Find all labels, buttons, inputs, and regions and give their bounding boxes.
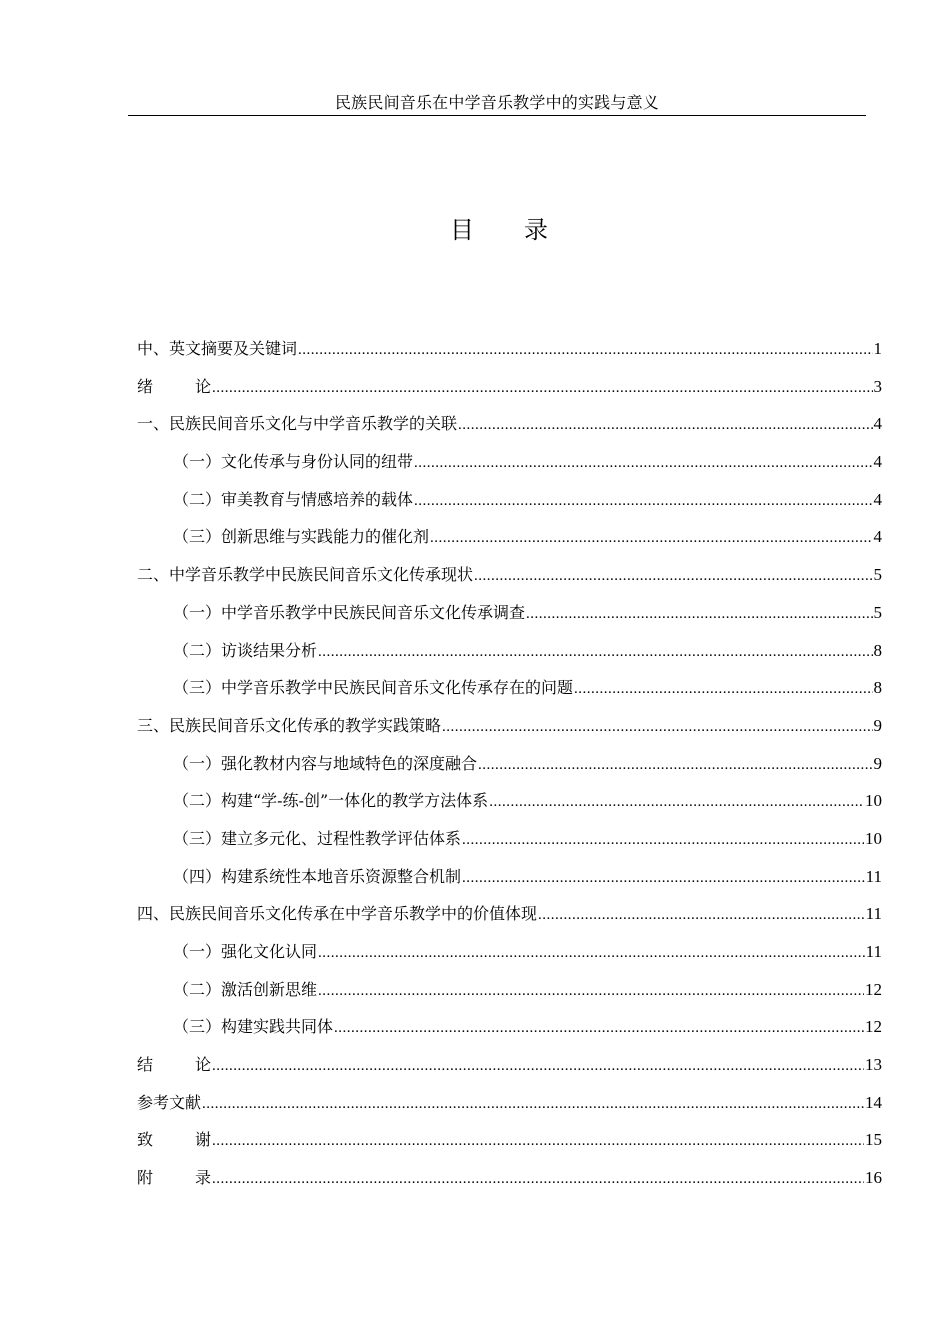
- toc-leader-dots: [462, 866, 865, 890]
- toc-leader-dots: [318, 979, 864, 1003]
- toc-entry-label: [137, 1128, 211, 1152]
- toc-entry[interactable]: [137, 940, 882, 978]
- toc-entry-label: （二）激活创新思维: [173, 979, 318, 999]
- header-rule: [128, 115, 866, 116]
- toc-entry-page: 5: [873, 602, 882, 622]
- toc-entry[interactable]: [137, 978, 882, 1016]
- toc-entry[interactable]: [137, 639, 882, 677]
- toc-entry[interactable]: [137, 1053, 882, 1091]
- toc-entry[interactable]: [137, 676, 882, 714]
- toc-leader-dots: [538, 903, 865, 927]
- toc-entry[interactable]: [137, 752, 882, 790]
- toc-leader-dots: [334, 1016, 864, 1040]
- toc-entry-label: （二）构建“学-练-创”一体化的教学方法体系: [173, 791, 489, 811]
- toc-leader-dots: [442, 715, 872, 739]
- toc-entry-page: 4: [873, 527, 882, 547]
- toc-leader-dots: [212, 1167, 864, 1191]
- toc-entry-label: （一）文化传承与身份认同的纽带: [173, 452, 414, 472]
- toc-entry-page: 11: [865, 942, 882, 961]
- toc-entry[interactable]: [137, 865, 882, 903]
- toc-entry-label: （二）访谈结果分析: [173, 640, 318, 660]
- toc-leader-dots: [474, 564, 872, 588]
- toc-entry-page: 4: [873, 452, 882, 472]
- toc-entry-page: 15: [865, 1130, 882, 1150]
- toc-entry-label: （一）强化文化认同: [173, 942, 318, 961]
- toc-entry-label: [137, 1053, 211, 1077]
- toc-leader-dots: [574, 677, 872, 701]
- toc-leader-dots: [318, 640, 872, 664]
- running-header: 民族民间音乐在中学音乐教学中的实践与意义: [334, 93, 659, 112]
- toc-entry[interactable]: [137, 827, 882, 865]
- toc-entry-label: （一）中学音乐教学中民族民间音乐文化传承调查: [173, 602, 526, 622]
- toc-title-char: 录: [524, 216, 548, 244]
- toc-entry[interactable]: [137, 1015, 882, 1053]
- toc-entry[interactable]: [137, 902, 882, 940]
- toc-leader-dots: [212, 376, 872, 400]
- toc-entry-page: 4: [873, 489, 882, 509]
- toc-entry-label: （三）创新思维与实践能力的催化剂: [173, 527, 430, 547]
- toc-entry-label: （三）中学音乐教学中民族民间音乐文化传承存在的问题: [173, 678, 574, 698]
- toc-leader-dots: [478, 753, 872, 777]
- toc-leader-dots: [318, 941, 865, 965]
- toc-entry[interactable]: [137, 714, 882, 752]
- toc-entry-label: 参考文献: [137, 1092, 202, 1112]
- toc-list: [137, 337, 882, 1204]
- toc-entry-page: 13: [865, 1055, 882, 1075]
- toc-entry-label: [137, 375, 211, 399]
- toc-entry-label-char: 绪: [137, 376, 154, 396]
- toc-entry[interactable]: [137, 601, 882, 639]
- toc-entry[interactable]: [137, 789, 882, 827]
- toc-entry-label: （三）建立多元化、过程性教学评估体系: [173, 828, 462, 848]
- toc-entry[interactable]: [137, 563, 882, 601]
- toc-leader-dots: [414, 489, 872, 513]
- toc-entry-label-char: 附: [137, 1168, 154, 1188]
- toc-entry-label-char: 谢: [195, 1130, 212, 1150]
- toc-entry-label: 四、民族民间音乐文化传承在中学音乐教学中的价值体现: [137, 904, 538, 924]
- toc-entry-label: （一）强化教材内容与地域特色的深度融合: [173, 753, 478, 773]
- toc-entry-label: （四）构建系统性本地音乐资源整合机制: [173, 866, 462, 886]
- toc-entry-page: 9: [873, 753, 882, 773]
- toc-entry-page: 9: [873, 715, 882, 735]
- toc-entry-label-char: 论: [195, 376, 212, 396]
- toc-entry-label: （三）构建实践共同体: [173, 1017, 334, 1037]
- toc-entry-label-char: 论: [195, 1055, 212, 1075]
- toc-entry-page: 3: [873, 376, 882, 396]
- toc-entry[interactable]: [137, 1091, 882, 1129]
- toc-entry-page: 12: [865, 979, 882, 999]
- toc-leader-dots: [298, 338, 872, 362]
- toc-entry-label: 二、中学音乐教学中民族民间音乐文化传承现状: [137, 565, 474, 585]
- toc-entry-label: [137, 1166, 211, 1190]
- toc-leader-dots: [489, 790, 864, 814]
- toc-entry-label: 中、英文摘要及关键词: [137, 339, 298, 358]
- toc-entry-page: 5: [873, 565, 882, 585]
- toc-entry[interactable]: [137, 1166, 882, 1204]
- toc-entry-page: 10: [865, 828, 882, 848]
- toc-entry-page: 12: [865, 1017, 882, 1037]
- toc-leader-dots: [202, 1092, 864, 1116]
- toc-title: [0, 214, 950, 246]
- toc-entry-page: 1: [873, 339, 882, 358]
- toc-entry-page: 8: [873, 640, 882, 660]
- toc-title-char: 目: [450, 216, 474, 244]
- toc-entry[interactable]: [137, 450, 882, 488]
- toc-leader-dots: [414, 451, 872, 475]
- toc-leader-dots: [462, 828, 864, 852]
- toc-entry-label-char: 录: [195, 1168, 212, 1188]
- toc-entry[interactable]: [137, 375, 882, 413]
- toc-entry-page: 8: [873, 678, 882, 698]
- toc-leader-dots: [212, 1054, 864, 1078]
- toc-leader-dots: [526, 602, 872, 626]
- toc-entry-page: 10: [865, 791, 882, 811]
- toc-leader-dots: [458, 413, 872, 437]
- toc-entry-label: 三、民族民间音乐文化传承的教学实践策略: [137, 715, 442, 735]
- toc-entry-label-char: 结: [137, 1055, 154, 1075]
- toc-leader-dots: [212, 1129, 864, 1153]
- toc-entry-page: 11: [865, 866, 882, 886]
- toc-leader-dots: [430, 526, 872, 550]
- toc-entry-label: （二）审美教育与情感培养的载体: [173, 489, 414, 509]
- toc-entry[interactable]: [137, 488, 882, 526]
- toc-entry-page: 16: [865, 1168, 882, 1188]
- toc-entry[interactable]: [137, 412, 882, 450]
- toc-entry[interactable]: [137, 1128, 882, 1166]
- toc-entry[interactable]: [137, 337, 882, 375]
- toc-entry-page: 14: [865, 1092, 882, 1112]
- toc-entry-page: 11: [865, 904, 882, 924]
- toc-entry-label: 一、民族民间音乐文化与中学音乐教学的关联: [137, 414, 458, 434]
- toc-entry-page: 4: [873, 414, 882, 434]
- toc-entry-label-char: 致: [137, 1130, 154, 1150]
- toc-entry[interactable]: [137, 525, 882, 563]
